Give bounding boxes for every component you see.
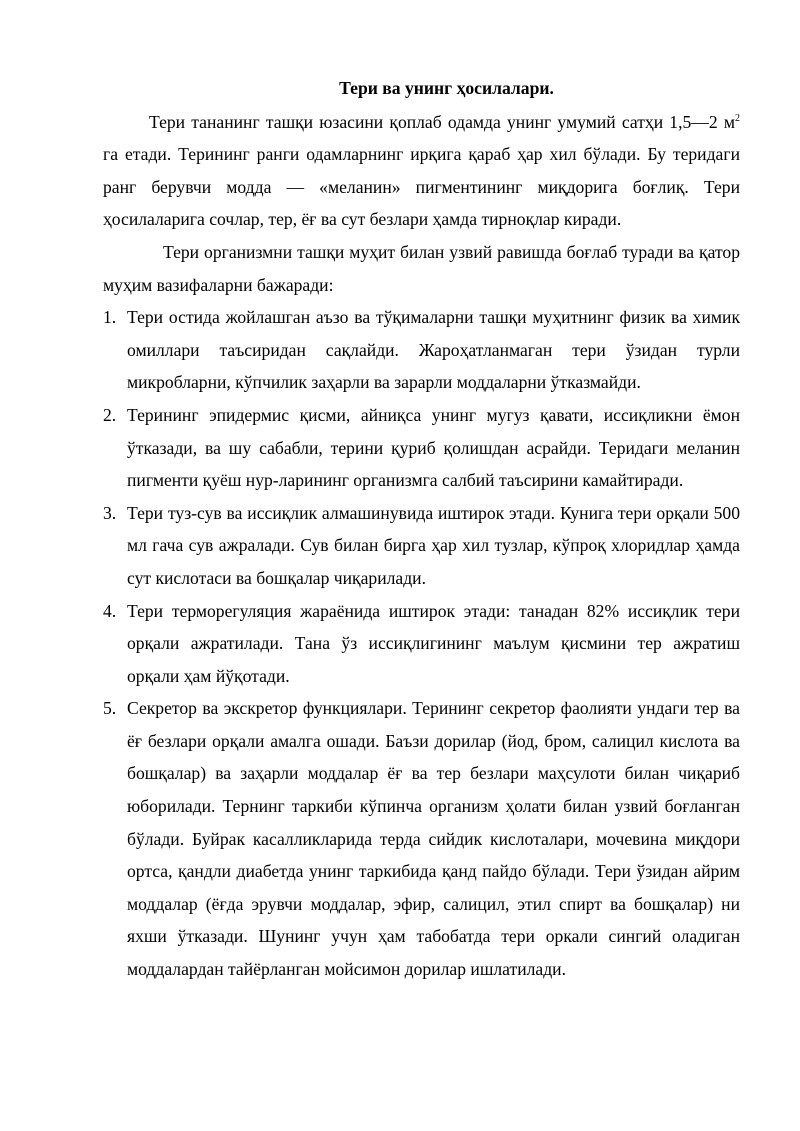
intro-text-part2: га етади. Терининг ранги одамларнинг ирқига қараб ҳар хил бўлади. Бу теридаги ранг берувчи модда — «меланин» пигментининг миқдорига боғлиқ. Тери ҳосилаларига сочлар, тер, ёғ ва сут безлари ҳамда тирноқлар киради.	[103, 144, 740, 230]
list-item	[103, 497, 740, 595]
list-item-number: 5.	[103, 698, 117, 719]
list-item-number: 2.	[103, 404, 117, 425]
intro-paragraph	[103, 106, 740, 236]
list-item-number: 1.	[103, 307, 117, 328]
list-item	[103, 399, 740, 497]
list-item-number: 3.	[103, 502, 117, 523]
superscript-2: 2	[735, 112, 740, 124]
list-item-text: Терининг эпидермис қисми, айниқса унинг мугуз қавати, иссиқликни ёмон ўтказади, ва шу сабабли, терини қуриб қолишдан асрайди. Теридаги меланин пигменти қуёш нур-ларининг организмга салбий таъсирини камайтиради.	[127, 404, 740, 491]
functions-list	[103, 301, 740, 985]
list-item	[103, 595, 740, 693]
document-page	[103, 72, 740, 986]
list-item-number: 4.	[103, 600, 117, 621]
list-item	[103, 301, 740, 399]
document-title: Тери ва унинг ҳосилалари.	[339, 78, 554, 98]
list-item	[103, 692, 740, 985]
list-item-text: Тери остида жойлашган аъзо ва тўқималарни ташқи муҳитнинг физик ва химик омиллари таъсиридан сақлайди. Жароҳатланмаган тери ўзидан турли микробларни, кўпчилик заҳарли ва зарарли моддаларни ўтказмайди.	[127, 307, 740, 393]
list-item-text: Секретор ва экскретор функциялари. Терининг секретор фаолияти ундаги тер ва ёғ безлари орқали амалга ошади. Баъзи дорилар (йод, бром, салицил кислота ва бошқалар) ва заҳарли моддалар ёғ ва тер безлари маҳсулоти билан чиқариб юборилади. Тернинг таркиби кўпинча организм ҳолати билан узвий боғланган бўлади. Буйрак касалликларида терда сийдик кислоталари, мочевина миқдори ортса, қандли диабетда унинг таркибида қанд пайдо бўлади. Тери ўзидан айрим моддалар (ёғда эрувчи моддалар, эфир, салицил, этил спирт ва бошқалар) ни яхши ўтказади. Шунинг учун ҳам табобатда тери оркали сингий оладиган моддалардан тайёрланган мойсимон дорилар ишлатилади.	[127, 698, 740, 980]
list-item-text: Тери терморегуляция жараёнида иштирок этади: танадан 82% иссиқлик тери орқали ажратилади. Тана ўз иссиқлигининг маълум қисмини тер ажратиш орқали ҳам йўқотади.	[127, 600, 740, 686]
functions-intro-paragraph: Тери организмни ташқи муҳит билан узвий равишда боғлаб туради ва қатор муҳим вазифаларни бажаради:	[103, 241, 740, 295]
intro-text-part1: Тери тананинг ташқи юзасини қоплаб одамда унинг умумий сатҳи 1,5—2 м	[149, 111, 735, 132]
list-item-text: Тери туз-сув ва иссиқлик алмашинувида иштирок этади. Кунига тери орқали 500 мл гача сув ажралади. Сув билан бирга ҳар хил тузлар, кўпроқ хлоридлар ҳамда сут кислотаси ва бошқалар чиқарилади.	[127, 502, 740, 588]
